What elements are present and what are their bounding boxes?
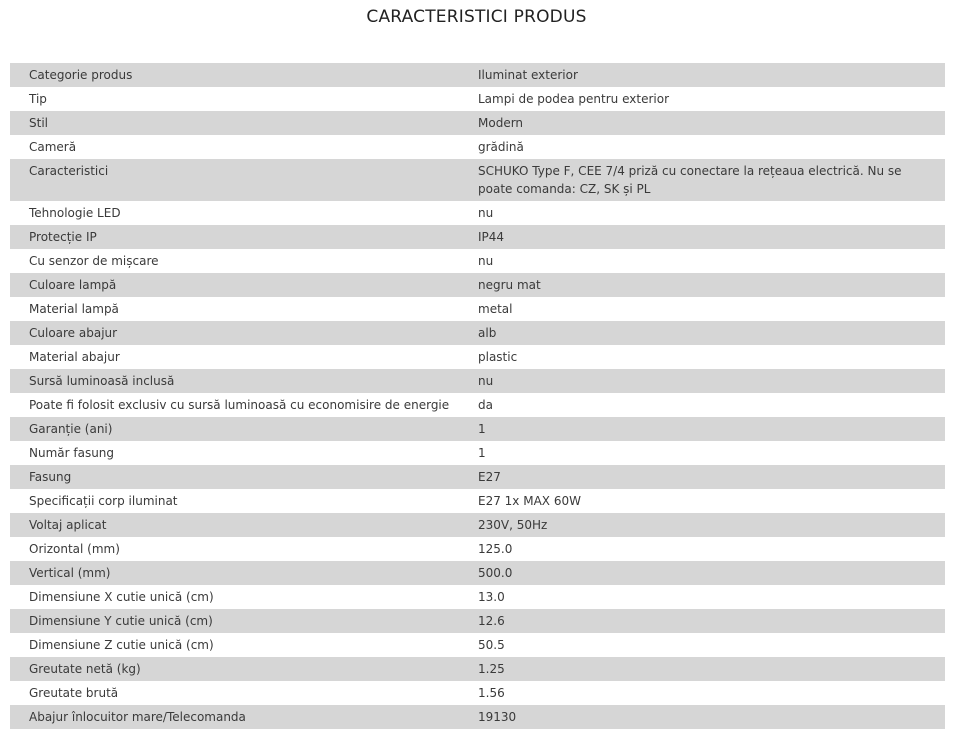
specs-table-body bbox=[10, 63, 945, 729]
spec-row bbox=[10, 159, 945, 201]
spec-value: 1 bbox=[478, 417, 945, 441]
spec-row bbox=[10, 201, 945, 225]
spec-label: Număr fasung bbox=[10, 441, 478, 465]
spec-row bbox=[10, 87, 945, 111]
spec-value: 1.56 bbox=[478, 681, 945, 705]
spec-row bbox=[10, 297, 945, 321]
spec-value: metal bbox=[478, 297, 945, 321]
spec-row bbox=[10, 393, 945, 417]
spec-value: 50.5 bbox=[478, 633, 945, 657]
spec-label: Culoare abajur bbox=[10, 321, 478, 345]
spec-label: Culoare lampă bbox=[10, 273, 478, 297]
spec-value: nu bbox=[478, 201, 945, 225]
spec-row bbox=[10, 561, 945, 585]
spec-value: E27 1x MAX 60W bbox=[478, 489, 945, 513]
spec-value: 230V, 50Hz bbox=[478, 513, 945, 537]
spec-label: Protecție IP bbox=[10, 225, 478, 249]
spec-row bbox=[10, 321, 945, 345]
spec-label: Garanție (ani) bbox=[10, 417, 478, 441]
spec-row bbox=[10, 249, 945, 273]
spec-row bbox=[10, 417, 945, 441]
spec-label: Material lampă bbox=[10, 297, 478, 321]
spec-value: nu bbox=[478, 249, 945, 273]
spec-value: alb bbox=[478, 321, 945, 345]
spec-label: Greutate brută bbox=[10, 681, 478, 705]
spec-row bbox=[10, 273, 945, 297]
spec-row bbox=[10, 513, 945, 537]
spec-row bbox=[10, 135, 945, 159]
spec-label: Fasung bbox=[10, 465, 478, 489]
spec-value: negru mat bbox=[478, 273, 945, 297]
spec-value: IP44 bbox=[478, 225, 945, 249]
spec-label: Abajur înlocuitor mare/Telecomanda bbox=[10, 705, 478, 729]
specs-table bbox=[10, 63, 945, 729]
spec-value: 19130 bbox=[478, 705, 945, 729]
spec-label: Dimensiune Y cutie unică (cm) bbox=[10, 609, 478, 633]
spec-label: Sursă luminoasă inclusă bbox=[10, 369, 478, 393]
spec-label: Dimensiune X cutie unică (cm) bbox=[10, 585, 478, 609]
spec-label: Voltaj aplicat bbox=[10, 513, 478, 537]
spec-row bbox=[10, 111, 945, 135]
spec-label: Cameră bbox=[10, 135, 478, 159]
spec-value: 13.0 bbox=[478, 585, 945, 609]
spec-row bbox=[10, 681, 945, 705]
spec-value: 1.25 bbox=[478, 657, 945, 681]
spec-value: nu bbox=[478, 369, 945, 393]
spec-value: Modern bbox=[478, 111, 945, 135]
spec-row bbox=[10, 369, 945, 393]
spec-label: Specificații corp iluminat bbox=[10, 489, 478, 513]
spec-value: SCHUKO Type F, CEE 7/4 priză cu conectare la rețeaua electrică. Nu se poate comanda: CZ, SK și PL bbox=[478, 159, 945, 201]
spec-label: Dimensiune Z cutie unică (cm) bbox=[10, 633, 478, 657]
spec-row bbox=[10, 441, 945, 465]
spec-label: Categorie produs bbox=[10, 63, 478, 87]
section-title: CARACTERISTICI PRODUS bbox=[366, 7, 587, 27]
spec-label: Tip bbox=[10, 87, 478, 111]
spec-value: grădină bbox=[478, 135, 945, 159]
spec-value: 125.0 bbox=[478, 537, 945, 561]
spec-value: 1 bbox=[478, 441, 945, 465]
spec-label: Tehnologie LED bbox=[10, 201, 478, 225]
spec-value: Iluminat exterior bbox=[478, 63, 945, 87]
spec-row bbox=[10, 609, 945, 633]
spec-value: 12.6 bbox=[478, 609, 945, 633]
spec-row bbox=[10, 537, 945, 561]
spec-row bbox=[10, 225, 945, 249]
spec-row bbox=[10, 489, 945, 513]
spec-value: E27 bbox=[478, 465, 945, 489]
spec-label: Greutate netă (kg) bbox=[10, 657, 478, 681]
spec-label: Poate fi folosit exclusiv cu sursă luminoasă cu economisire de energie bbox=[10, 393, 478, 417]
spec-value: Lampi de podea pentru exterior bbox=[478, 87, 945, 111]
spec-label: Stil bbox=[10, 111, 478, 135]
spec-row bbox=[10, 465, 945, 489]
spec-row bbox=[10, 585, 945, 609]
spec-label: Orizontal (mm) bbox=[10, 537, 478, 561]
spec-label: Caracteristici bbox=[10, 159, 478, 201]
spec-label: Material abajur bbox=[10, 345, 478, 369]
spec-row bbox=[10, 345, 945, 369]
spec-value: da bbox=[478, 393, 945, 417]
spec-row bbox=[10, 63, 945, 87]
spec-value: 500.0 bbox=[478, 561, 945, 585]
spec-row bbox=[10, 657, 945, 681]
spec-label: Vertical (mm) bbox=[10, 561, 478, 585]
spec-value: plastic bbox=[478, 345, 945, 369]
spec-row bbox=[10, 633, 945, 657]
spec-label: Cu senzor de mișcare bbox=[10, 249, 478, 273]
spec-row bbox=[10, 705, 945, 729]
